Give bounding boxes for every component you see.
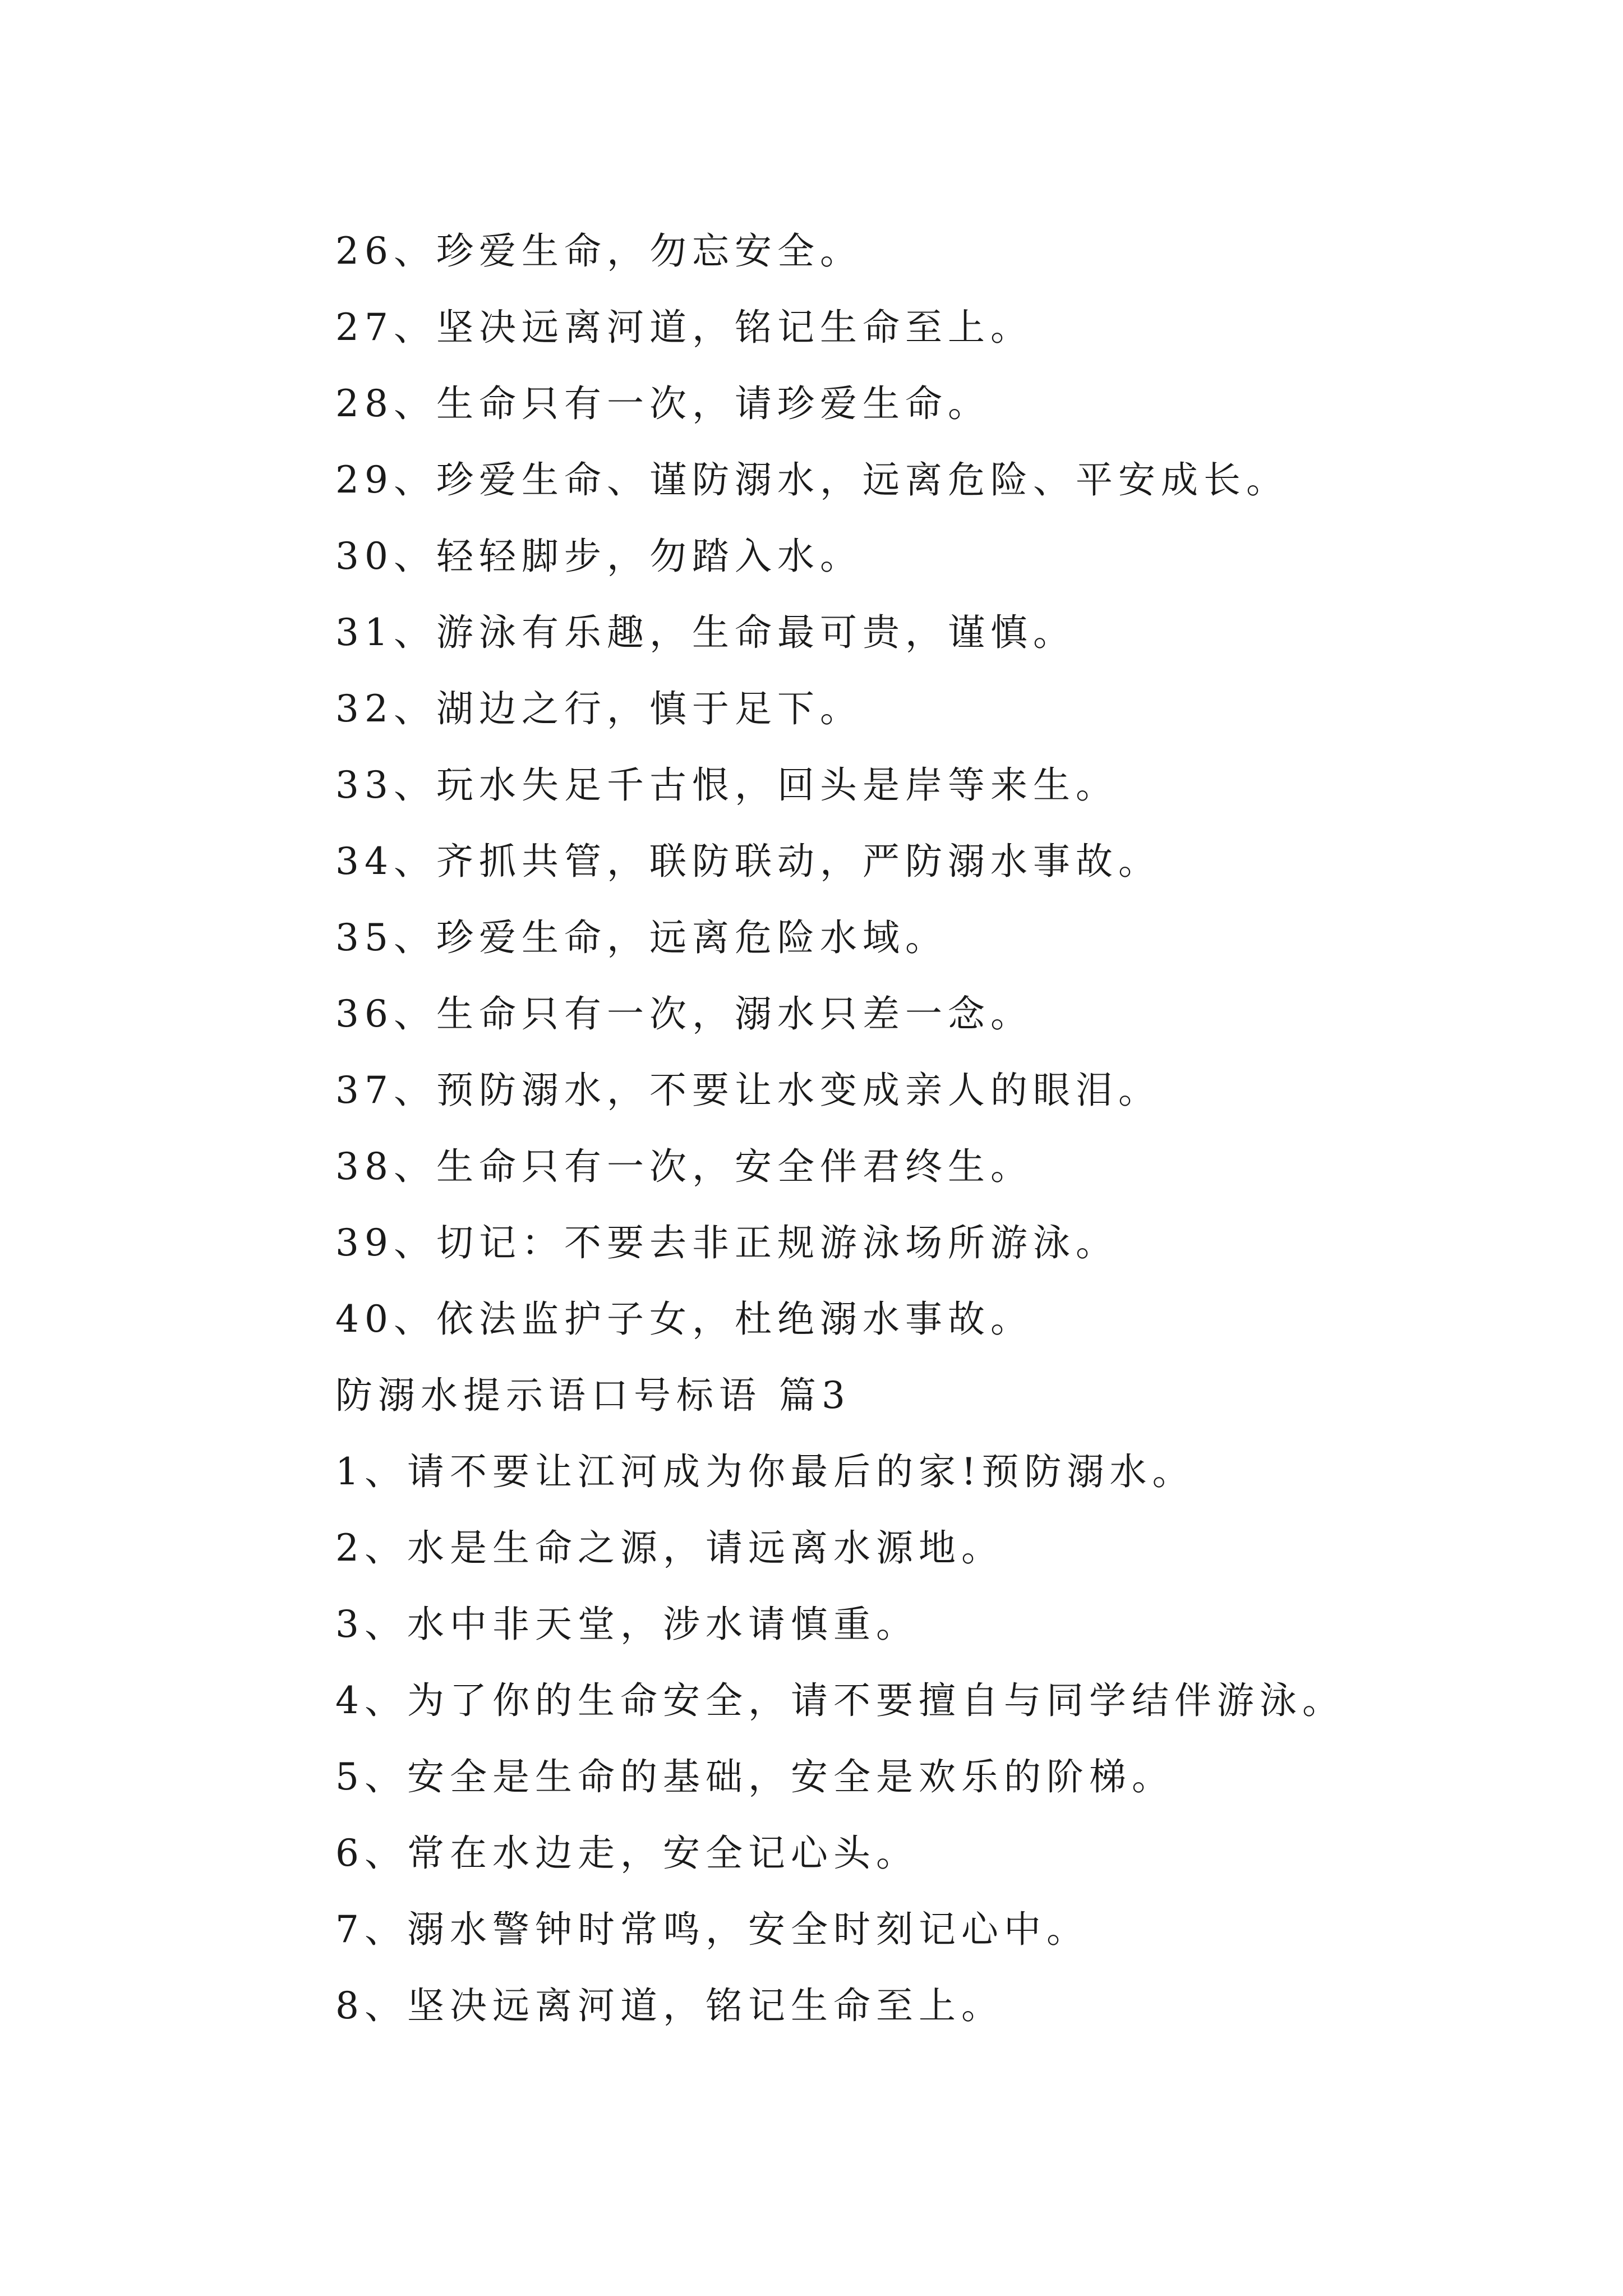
list-item: 37、预防溺水，不要让水变成亲人的眼泪。 (335, 1069, 1161, 1112)
list-item: 34、齐抓共管，联防联动，严防溺水事故。 (335, 840, 1161, 883)
list-item: 5、安全是生命的基础，安全是欢乐的阶梯。 (335, 1755, 1174, 1798)
list-item: 38、生命只有一次，安全伴君终生。 (335, 1145, 1033, 1188)
list-item: 8、坚决远离河道，铭记生命至上。 (335, 1984, 1004, 2027)
list-item: 1、请不要让江河成为你最后的家!预防溺水。 (335, 1450, 1195, 1493)
list-item: 30、轻轻脚步，勿踏入水。 (335, 535, 863, 578)
list-item: 6、常在水边走，安全记心头。 (335, 1832, 919, 1875)
list-item: 2、水是生命之源，请远离水源地。 (335, 1526, 1004, 1570)
list-item: 3、水中非天堂，涉水请慎重。 (335, 1603, 919, 1646)
list-item: 28、生命只有一次，请珍爱生命。 (335, 382, 990, 425)
section-heading: 防溺水提示语口号标语 篇3 (335, 1374, 851, 1417)
list-item: 32、湖边之行，慎于足下。 (335, 687, 863, 730)
list-item: 7、溺水警钟时常鸣，安全时刻记心中。 (335, 1908, 1089, 1951)
list-item: 29、珍爱生命、谨防溺水，远离危险、平安成长。 (335, 458, 1289, 501)
list-item: 31、游泳有乐趣，生命最可贵，谨慎。 (335, 611, 1076, 654)
list-item: 4、为了你的生命安全，请不要擅自与同学结伴游泳。 (335, 1679, 1345, 1722)
list-item: 40、依法监护子女，杜绝溺水事故。 (335, 1297, 1033, 1341)
document-body (335, 213, 1569, 2044)
list-item: 33、玩水失足千古恨，回头是岸等来生。 (335, 763, 1118, 807)
list-item: 39、切记：不要去非正规游泳场所游泳。 (335, 1221, 1118, 1264)
list-item: 27、坚决远离河道，铭记生命至上。 (335, 306, 1033, 349)
list-item: 26、珍爱生命，勿忘安全。 (335, 229, 863, 273)
list-item: 35、珍爱生命，远离危险水域。 (335, 916, 948, 959)
list-item: 36、生命只有一次，溺水只差一念。 (335, 992, 1033, 1036)
